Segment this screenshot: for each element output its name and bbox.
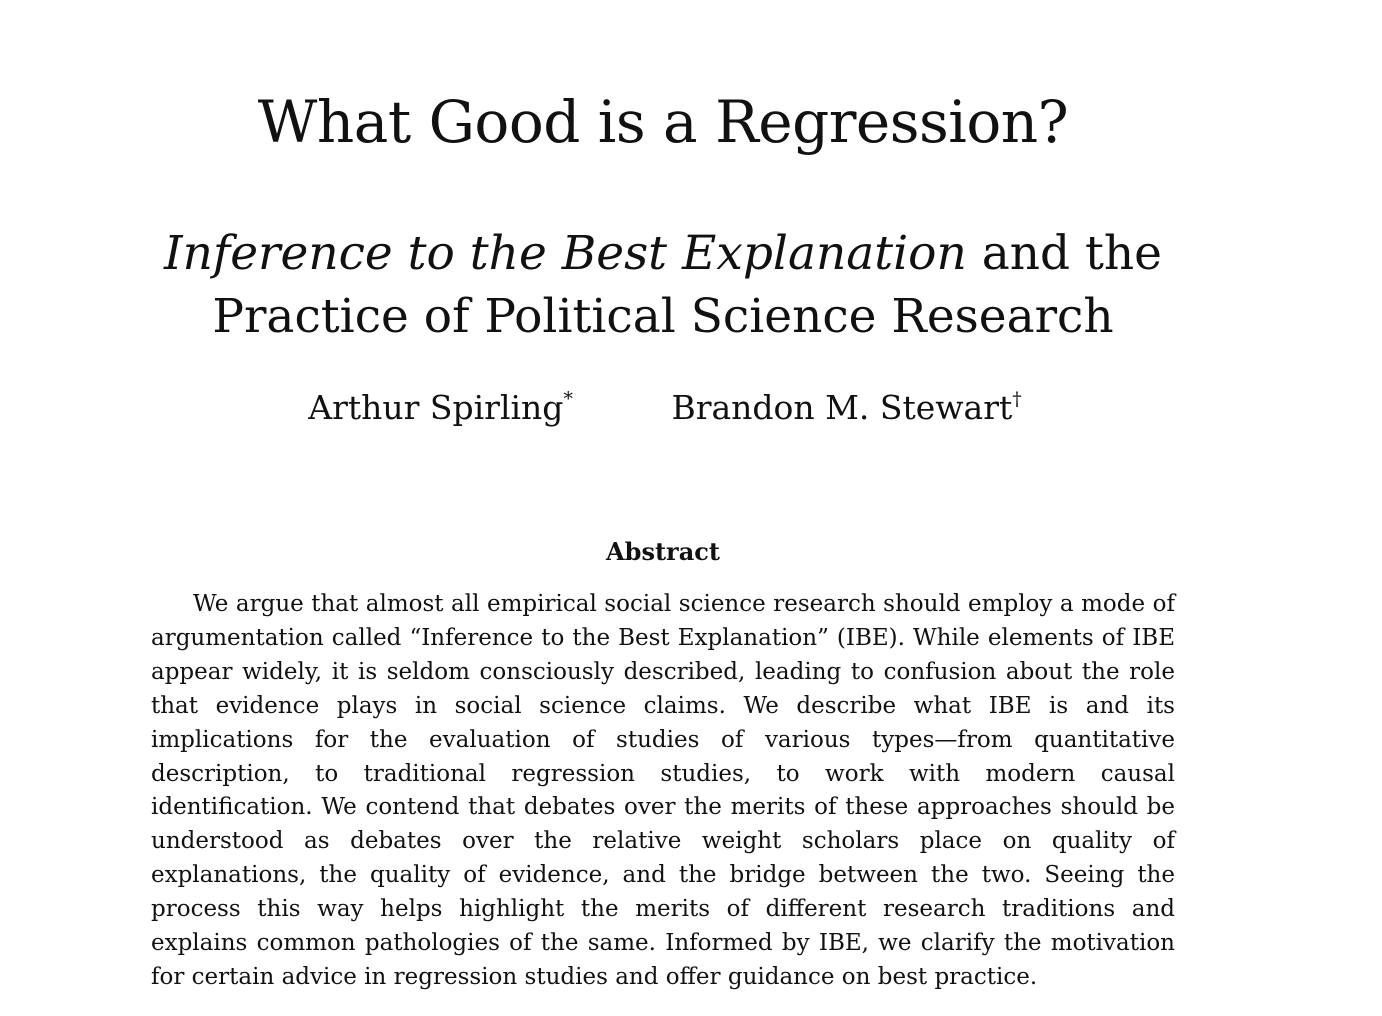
abstract-heading: Abstract <box>606 537 720 566</box>
subtitle-italic-part: Inference to the Best Explanation <box>164 226 967 281</box>
paper-title: What Good is a Regression? <box>257 88 1069 156</box>
author-2-name: Brandon M. Stewart <box>671 388 1013 427</box>
author-1 <box>308 388 573 428</box>
author-2-footnote-mark[interactable]: † <box>1012 388 1022 410</box>
paper-subtitle <box>60 222 1266 348</box>
author-1-name: Arthur Spirling <box>308 388 564 427</box>
author-list <box>0 388 1330 428</box>
subtitle-rest-part: and the Practice of Political Science Research <box>212 226 1162 344</box>
author-2 <box>671 388 1021 428</box>
abstract-text: We argue that almost all empirical social science research should employ a mode of argumentation called “Inference to the Best Explanation” (IBE). While elements of IBE appear widely, it is seldom consciously described, leading to confusion about the role that evidence plays in social science claims. We describe what IBE is and its implications for the evaluation of studies of various types—from quantitative description, to traditional regression studies, to work with modern causal identification. We contend that debates over the merits of these approaches should be understood as debates over the relative weight scholars place on quality of explanations, the quality of evidence, and the bridge between the two. Seeing the process this way helps highlight the merits of different research traditions and explains common pathologies of the same. Informed by IBE, we clarify the motivation for certain advice in regression studies and offer guidance on best practice. <box>151 591 1175 990</box>
author-1-footnote-mark[interactable]: * <box>563 388 573 410</box>
